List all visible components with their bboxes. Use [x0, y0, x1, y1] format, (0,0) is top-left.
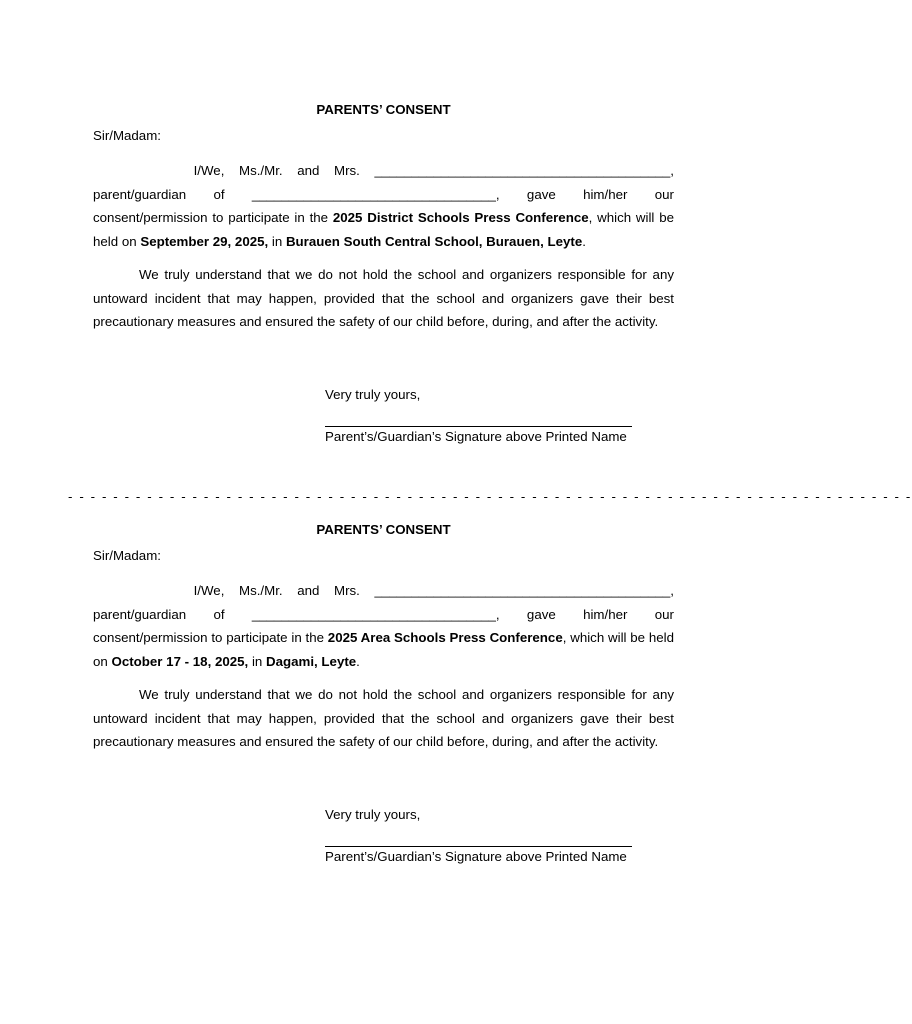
consent-form-1	[93, 101, 674, 446]
child-name-line: parent/guardian of _________________________________, gave him/her our	[93, 183, 674, 207]
signature-line[interactable]	[325, 846, 632, 847]
guardian-name-line: I/We, Ms./Mr. and Mrs. ________________________________________,	[93, 159, 674, 183]
salutation: Sir/Madam:	[93, 548, 161, 563]
form-title: PARENTS’ CONSENT	[316, 102, 451, 117]
child-name-line: parent/guardian of _________________________________, gave him/her our	[93, 603, 674, 627]
closing-text: Very truly yours,	[325, 806, 421, 822]
closing-block	[325, 386, 674, 446]
event-venue: Burauen South Central School, Burauen, Leyte	[285, 233, 583, 249]
signature-label: Parent’s/Guardian’s Signature above Printed Name	[325, 428, 627, 444]
event-date: September 29, 2025,	[140, 233, 269, 249]
consent-paragraph: consent/permission to participate in the 2025 Area Schools Press Conference, which will be held on October 17 - 18, 2025, in Dagami, Leyte.	[93, 630, 674, 669]
salutation: Sir/Madam:	[93, 128, 161, 143]
parent-name-blank[interactable]: ________________________________________,	[374, 583, 674, 598]
signature-label: Parent’s/Guardian’s Signature above Printed Name	[325, 848, 627, 864]
guardian-name-line: I/We, Ms./Mr. and Mrs. ________________________________________,	[93, 579, 674, 603]
child-name-blank[interactable]: _________________________________,	[251, 186, 500, 202]
event-name: 2025 District Schools Press Conference	[332, 210, 589, 225]
consent-paragraph: consent/permission to participate in the 2025 District Schools Press Conference, which will be held on September 29, 2025, in Burauen South Central School, Burauen, Leyte.	[93, 210, 674, 249]
form-title: PARENTS’ CONSENT	[316, 522, 451, 537]
closing-block	[325, 806, 674, 866]
closing-text: Very truly yours,	[325, 386, 421, 402]
child-name-blank[interactable]: _________________________________,	[251, 606, 500, 622]
parent-name-blank[interactable]: ________________________________________,	[374, 163, 674, 178]
signature-line[interactable]	[325, 426, 632, 427]
consent-form-2	[93, 521, 674, 866]
event-venue: Dagami, Leyte	[266, 653, 357, 669]
event-name: 2025 Area Schools Press Conference	[327, 630, 563, 645]
event-date: October 17 - 18, 2025,	[111, 653, 249, 669]
cut-line: - - - - - - - - - - - - - - - - - - - - - - - - - - - - - - - - - - - - - - - - - - - - - - - - - - - - - - - - - - - - - - - - - - - - - - - - - - -	[68, 489, 912, 504]
liability-paragraph: We truly understand that we do not hold the school and organizers responsible for any untoward incident that may happen, provided that the school and organizers gave their best precautionary measures and ensured the safety of our child before, during, and after the activity.	[93, 267, 674, 329]
liability-paragraph: We truly understand that we do not hold the school and organizers responsible for any untoward incident that may happen, provided that the school and organizers gave their best precautionary measures and ensured the safety of our child before, during, and after the activity.	[93, 687, 674, 749]
